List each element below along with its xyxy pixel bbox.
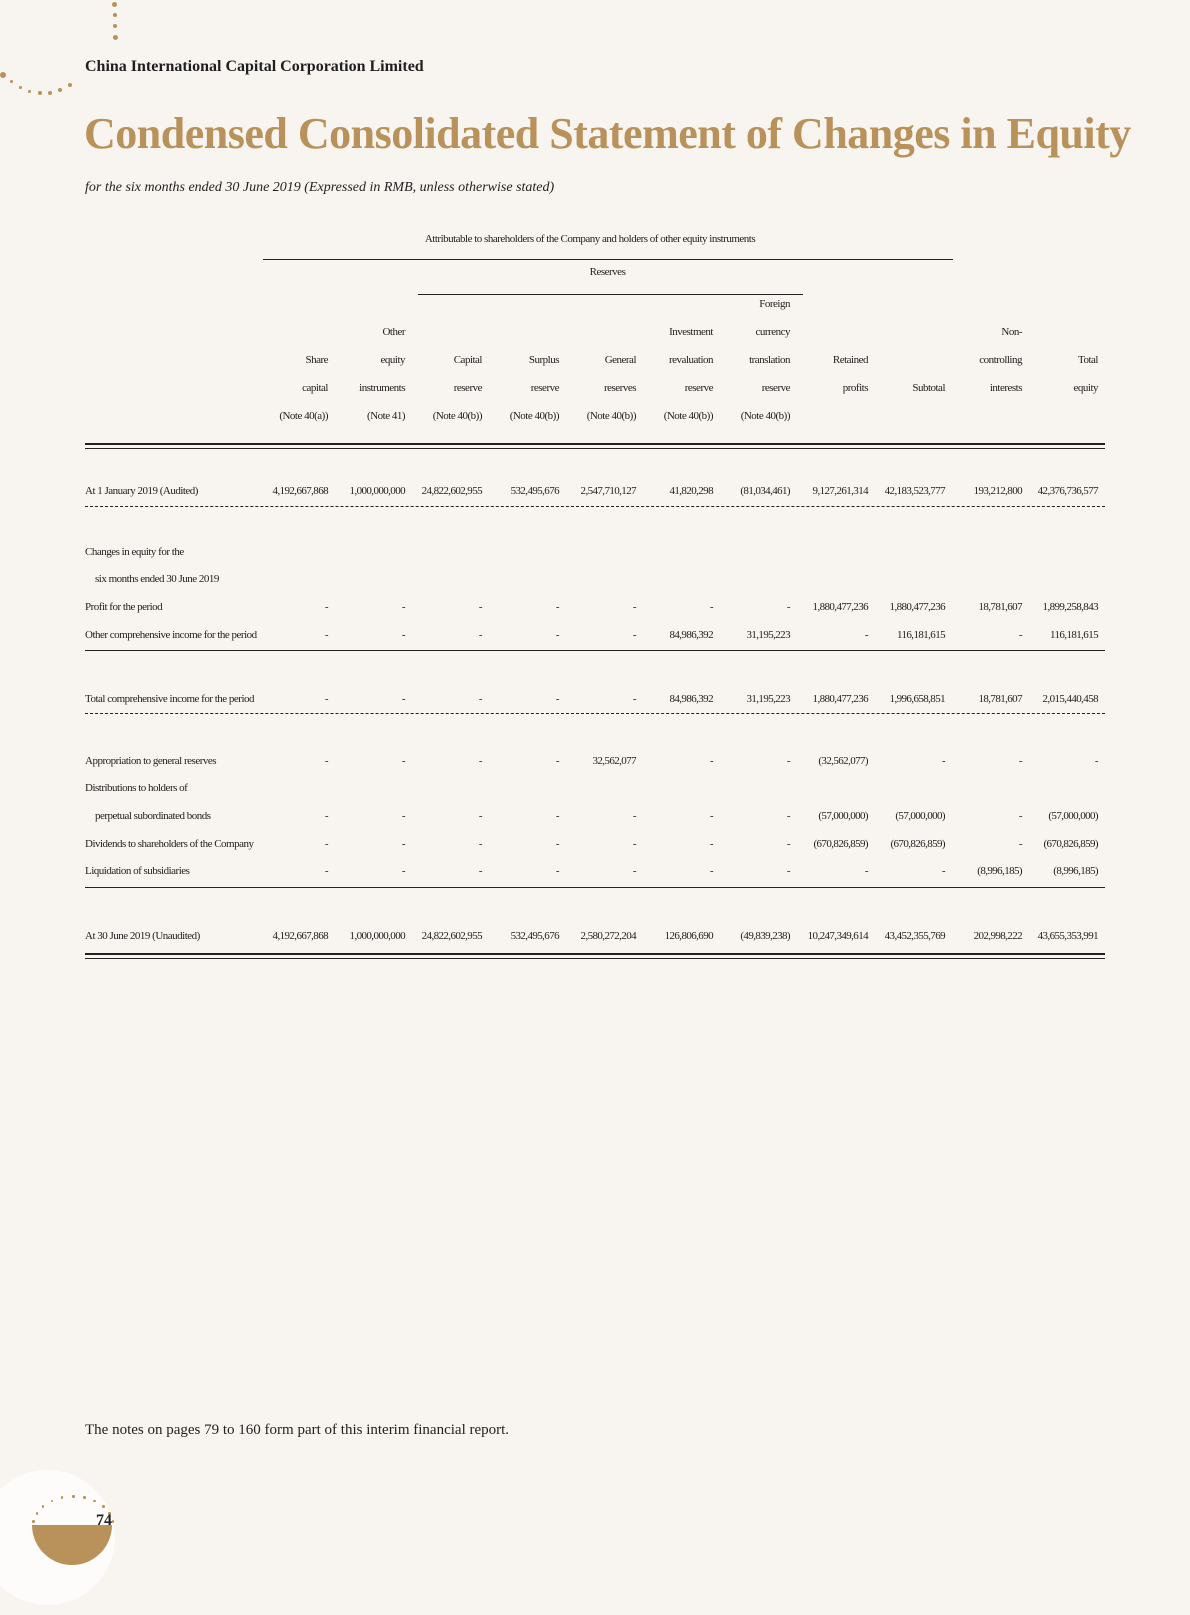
decorative-dot <box>48 91 52 95</box>
table-cell: - <box>324 601 328 613</box>
row-label: Liquidation of subsidiaries <box>85 865 190 877</box>
table-cell: - <box>555 629 559 641</box>
page-number: 74 <box>96 1512 112 1529</box>
table-cell: - <box>478 601 482 613</box>
table-cell: 31,195,223 <box>746 629 790 641</box>
table-cell: - <box>709 810 713 822</box>
table-cell: - <box>478 629 482 641</box>
table-cell: 41,820,298 <box>669 485 713 497</box>
table-cell: - <box>324 865 328 877</box>
column-header: equity <box>380 354 405 366</box>
table-cell: - <box>555 755 559 767</box>
table-cell: 1,880,477,236 <box>812 601 868 613</box>
table-cell: (670,826,859) <box>1043 838 1098 850</box>
table-cell: (81,034,461) <box>740 485 790 497</box>
table-cell: 4,192,667,868 <box>272 930 328 942</box>
row-label: Profit for the period <box>85 601 163 613</box>
column-header: General <box>604 354 636 366</box>
column-header: translation <box>749 354 790 366</box>
column-header: revaluation <box>669 354 713 366</box>
row-rule <box>85 713 1105 714</box>
divider <box>418 294 803 295</box>
column-header: reserve <box>761 382 790 394</box>
column-header: Capital <box>453 354 482 366</box>
table-cell: (49,839,238) <box>740 930 790 942</box>
table-cell: - <box>786 838 790 850</box>
table-cell: - <box>478 755 482 767</box>
row-label: Dividends to shareholders of the Company <box>85 838 254 850</box>
table-cell: - <box>555 693 559 705</box>
decorative-dot <box>10 80 13 83</box>
row-label: At 1 January 2019 (Audited) <box>85 485 198 497</box>
table-cell: 193,212,800 <box>973 485 1022 497</box>
table-cell: (670,826,859) <box>890 838 945 850</box>
row-rule <box>85 650 1105 651</box>
table-cell: 42,183,523,777 <box>884 485 945 497</box>
table-cell: - <box>401 629 405 641</box>
table-cell: 1,880,477,236 <box>812 693 868 705</box>
table-cell: - <box>555 838 559 850</box>
column-header: reserves <box>603 382 636 394</box>
column-header: Total <box>1078 354 1098 366</box>
page-title: Condensed Consolidated Statement of Changes in Equity <box>84 109 1131 158</box>
row-label: six months ended 30 June 2019 <box>95 573 219 585</box>
column-header: (Note 40(b)) <box>432 410 482 422</box>
table-cell: 32,562,077 <box>592 755 636 767</box>
decorative-dot <box>72 1495 75 1498</box>
page-subtitle: for the six months ended 30 June 2019 (Expressed in RMB, unless otherwise stated) <box>85 180 555 195</box>
row-label: Distributions to holders of <box>85 782 188 794</box>
column-header: Subtotal <box>912 382 945 394</box>
reserves-header: Reserves <box>589 266 626 278</box>
table-cell: 42,376,736,577 <box>1037 485 1098 497</box>
column-header: Foreign <box>759 298 790 310</box>
column-header: instruments <box>359 382 405 394</box>
table-cell: - <box>1018 755 1022 767</box>
table-cell: - <box>632 693 636 705</box>
row-rule <box>85 887 1105 888</box>
row-label: Total comprehensive income for the period <box>85 693 255 705</box>
table-cell: - <box>555 810 559 822</box>
table-cell: 116,181,615 <box>897 629 945 641</box>
column-header: interests <box>989 382 1022 394</box>
decorative-dot <box>36 1512 39 1515</box>
table-cell: - <box>324 629 328 641</box>
table-cell: - <box>1018 810 1022 822</box>
row-label: At 30 June 2019 (Unaudited) <box>85 930 200 942</box>
table-cell: 1,899,258,843 <box>1042 601 1098 613</box>
table-cell: 31,195,223 <box>746 693 790 705</box>
decorative-dot <box>102 1505 105 1508</box>
table-cell: - <box>786 755 790 767</box>
table-cell: 24,822,602,955 <box>421 930 482 942</box>
table-cell: - <box>709 755 713 767</box>
table-cell: - <box>555 865 559 877</box>
table-cell: 1,880,477,236 <box>889 601 945 613</box>
row-label: Appropriation to general reserves <box>85 755 217 767</box>
table-cell: - <box>401 865 405 877</box>
table-cell: - <box>786 865 790 877</box>
table-cell: (57,000,000) <box>1048 810 1098 822</box>
table-cell: (8,996,185) <box>1053 865 1098 877</box>
table-cell: 24,822,602,955 <box>421 485 482 497</box>
table-cell: - <box>632 865 636 877</box>
table-cell: (57,000,000) <box>818 810 868 822</box>
table-cell: 84,986,392 <box>669 693 713 705</box>
decorative-dot <box>112 2 117 7</box>
table-cell: 43,655,353,991 <box>1037 930 1098 942</box>
row-label: Changes in equity for the <box>85 546 184 558</box>
table-cell: (57,000,000) <box>895 810 945 822</box>
table-cell: 4,192,667,868 <box>272 485 328 497</box>
decorative-dot <box>113 13 117 17</box>
table-cell: 532,495,676 <box>510 930 559 942</box>
table-cell: - <box>941 865 945 877</box>
table-cell: - <box>632 838 636 850</box>
column-header: capital <box>302 382 328 394</box>
table-cell: - <box>401 838 405 850</box>
table-cell: - <box>709 865 713 877</box>
table-cell: - <box>709 838 713 850</box>
table-cell: 126,806,690 <box>664 930 713 942</box>
column-header: Other <box>382 326 405 338</box>
column-header: currency <box>755 326 790 338</box>
column-header: Non- <box>1001 326 1022 338</box>
row-rule <box>85 953 1105 959</box>
column-header: profits <box>842 382 868 394</box>
table-cell: - <box>1094 755 1098 767</box>
table-cell: - <box>478 810 482 822</box>
table-cell: - <box>401 693 405 705</box>
decorative-dot <box>28 90 31 93</box>
table-cell: - <box>324 693 328 705</box>
column-header: (Note 41) <box>367 410 405 422</box>
table-cell: - <box>324 838 328 850</box>
table-cell: 202,998,222 <box>973 930 1022 942</box>
table-cell: 2,547,710,127 <box>580 485 636 497</box>
table-cell: - <box>632 629 636 641</box>
table-cell: 116,181,615 <box>1050 629 1098 641</box>
table-cell: - <box>555 601 559 613</box>
column-header: (Note 40(b)) <box>740 410 790 422</box>
table-cell: - <box>1018 838 1022 850</box>
column-header: (Note 40(b)) <box>663 410 713 422</box>
table-cell: 532,495,676 <box>510 485 559 497</box>
column-header: (Note 40(b)) <box>509 410 559 422</box>
table-cell: - <box>324 810 328 822</box>
column-header: reserve <box>530 382 559 394</box>
column-header: Investment <box>669 326 713 338</box>
table-cell: 43,452,355,769 <box>884 930 945 942</box>
decorative-dot <box>113 35 118 40</box>
table-cell: 2,580,272,204 <box>580 930 636 942</box>
divider <box>263 259 953 260</box>
table-cell: - <box>941 755 945 767</box>
column-header: (Note 40(a)) <box>279 410 328 422</box>
table-cell: - <box>786 810 790 822</box>
decorative-dot <box>19 86 22 89</box>
table-cell: - <box>786 601 790 613</box>
table-cell: - <box>324 755 328 767</box>
row-rule <box>85 506 1105 507</box>
table-cell: - <box>1018 629 1022 641</box>
row-label: perpetual subordinated bonds <box>95 810 211 822</box>
table-cell: 18,781,607 <box>978 693 1022 705</box>
column-header: reserve <box>453 382 482 394</box>
table-cell: - <box>401 755 405 767</box>
company-name: China International Capital Corporation Limited <box>85 58 424 75</box>
column-header: controlling <box>979 354 1022 366</box>
decorative-dot <box>113 24 117 28</box>
group-header: Attributable to shareholders of the Company and holders of other equity instruments <box>424 233 756 245</box>
table-cell: 1,000,000,000 <box>349 930 405 942</box>
table-cell: - <box>709 601 713 613</box>
table-cell: - <box>478 865 482 877</box>
footer-note: The notes on pages 79 to 160 form part of this interim financial report. <box>85 1422 510 1438</box>
decorative-dot <box>32 1520 35 1523</box>
table-cell: 84,986,392 <box>669 629 713 641</box>
decorative-dot <box>83 1496 86 1499</box>
decorative-dot <box>93 1500 96 1503</box>
table-cell: - <box>478 693 482 705</box>
table-cell: - <box>401 601 405 613</box>
table-cell: - <box>864 865 868 877</box>
decorative-dot <box>0 72 6 78</box>
table-cell: (8,996,185) <box>977 865 1022 877</box>
table-cell: (670,826,859) <box>813 838 868 850</box>
table-cell: - <box>401 810 405 822</box>
table-cell: 10,247,349,614 <box>807 930 868 942</box>
decorative-dot <box>68 83 72 87</box>
table-cell: 9,127,261,314 <box>812 485 868 497</box>
column-header: Retained <box>832 354 868 366</box>
table-cell: - <box>632 810 636 822</box>
header-rule <box>85 443 1105 449</box>
table-cell: - <box>864 629 868 641</box>
table-cell: (32,562,077) <box>818 755 868 767</box>
column-header: reserve <box>684 382 713 394</box>
decorative-dot <box>38 91 42 95</box>
column-header: Surplus <box>528 354 559 366</box>
row-label: Other comprehensive income for the period <box>85 629 257 641</box>
table-cell: - <box>478 838 482 850</box>
table-cell: - <box>632 601 636 613</box>
table-cell: 1,000,000,000 <box>349 485 405 497</box>
table-cell: 2,015,440,458 <box>1042 693 1098 705</box>
table-cell: 1,996,658,851 <box>889 693 945 705</box>
column-header: equity <box>1073 382 1098 394</box>
column-header: Share <box>305 354 328 366</box>
column-header: (Note 40(b)) <box>586 410 636 422</box>
decorative-dot <box>58 88 62 92</box>
table-cell: 18,781,607 <box>978 601 1022 613</box>
